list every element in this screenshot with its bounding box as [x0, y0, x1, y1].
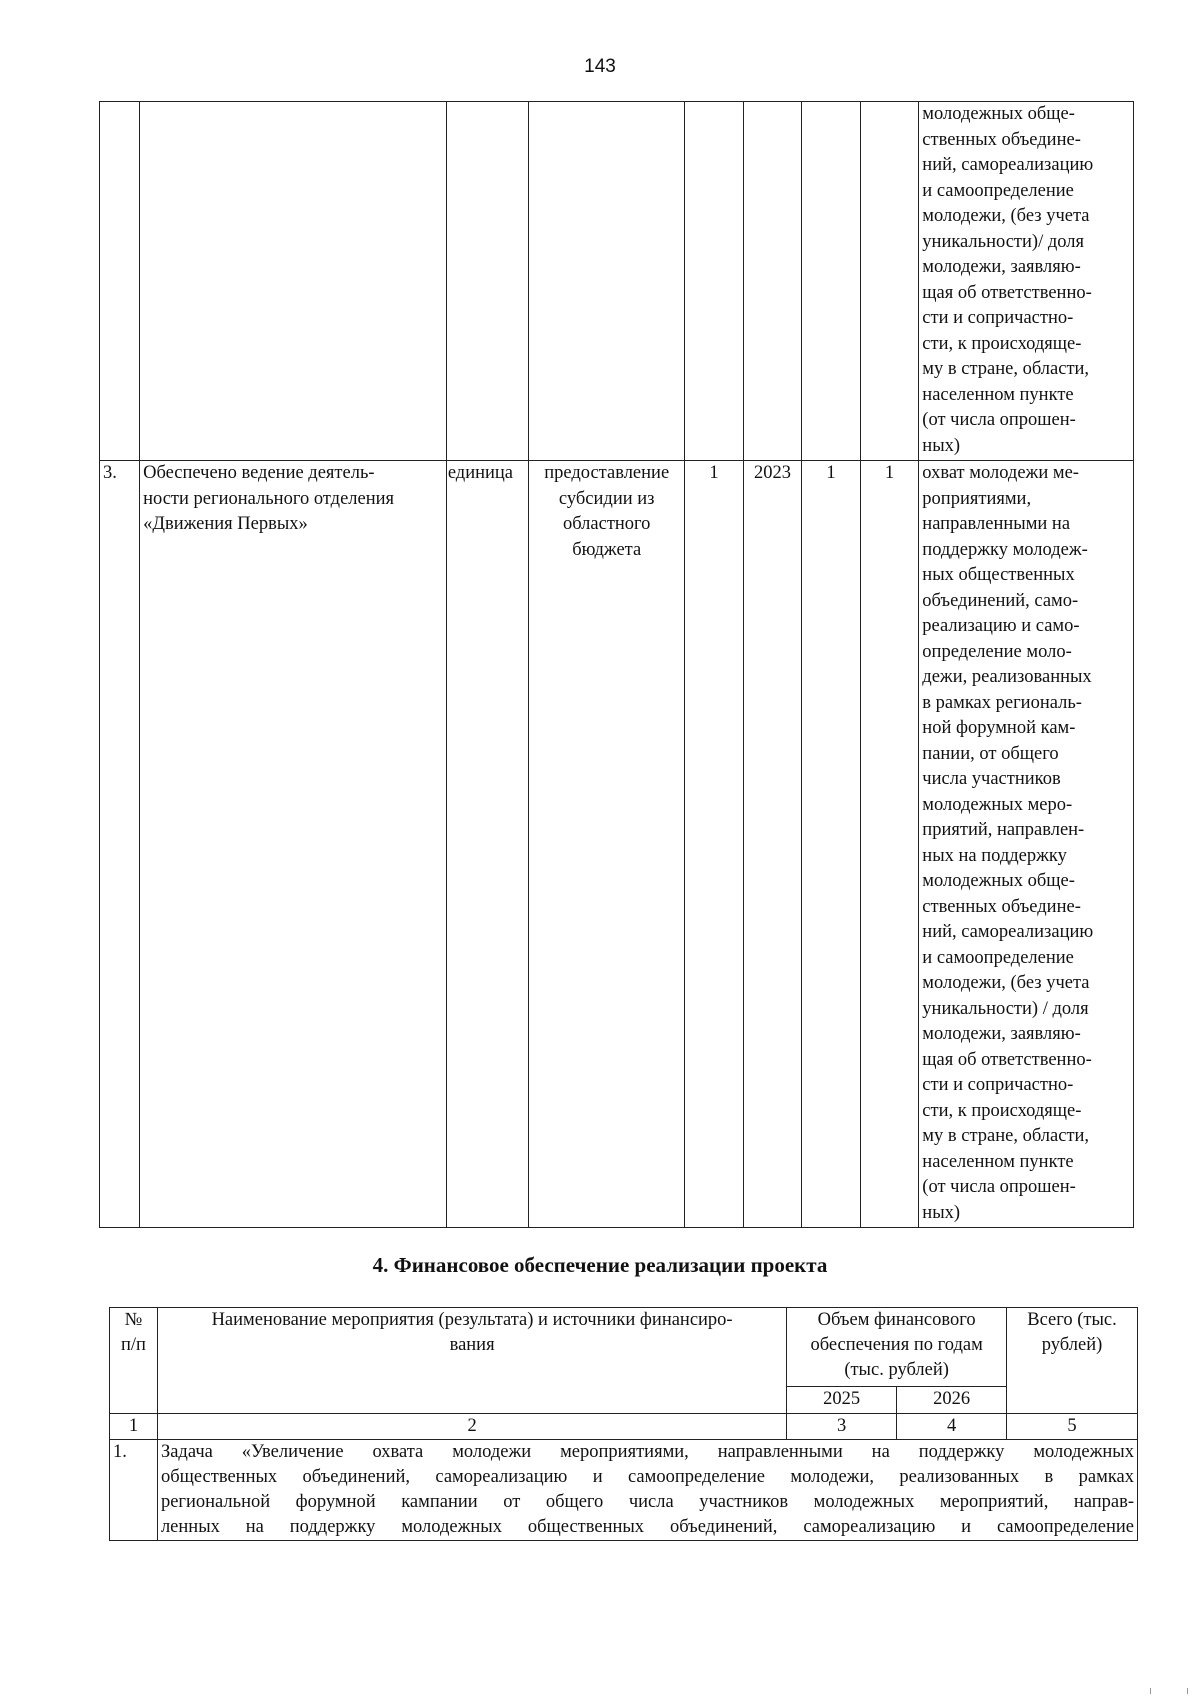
header-year-2026: 2026 [897, 1386, 1007, 1413]
cell-type [529, 102, 685, 461]
table-row-3 [100, 461, 1134, 1228]
task-line: региональной форумной кампании от общего числа участников молодежных мероприятий, направ- [160, 1492, 1134, 1512]
cell-base-year: 2023 [743, 461, 802, 1228]
col-number: 1 [110, 1414, 158, 1440]
cell-base-value: 1 [685, 461, 744, 1228]
cell-type: предоставление субсидии из областного бюджета [529, 461, 685, 1228]
cell-indicator: охват молодежи ме- роприятиями, направленными на поддержку молодеж- ных общественных объединений, само- реализацию и само- определение моло- дежи, реализованных в рамках региональ- ной форумной кам- пании, от общего числа участников молодежных меро- приятий, направлен- ных на поддержку молодежных обще- ственных объедине- ний, самореализацию и самоопределение молодежи, (без учета уникальности) / доля молодежи, заявляю- щая об ответственно- сти и сопричастно- сти, к происходяще- му в стране, области, населенном пункте (от числа опрошен- ных) [919, 461, 1134, 1228]
cell-result [140, 102, 447, 461]
page-number: 143 [584, 56, 616, 77]
cell-unit: единица [446, 461, 528, 1228]
header-row [110, 1308, 1138, 1387]
cell-result: Обеспечено ведение деятель- ности регионального отделения «Движения Первых» [140, 461, 447, 1228]
cell-num [100, 102, 140, 461]
task-line: общественных объединений, самореализацию и самоопределение молодежи, реализованных в рамках [160, 1467, 1134, 1487]
cell-2025 [802, 102, 861, 461]
task-line: Задача «Увеличение охвата молодежи мероприятиями, направленными на поддержку молодежных [160, 1442, 1134, 1462]
cell-base-year [743, 102, 802, 461]
task-row [110, 1440, 1138, 1541]
table-row-continuation [100, 102, 1134, 461]
cell-unit [446, 102, 528, 461]
cell-2026 [860, 102, 919, 461]
col-number: 3 [787, 1414, 897, 1440]
header-num: № п/п [110, 1308, 158, 1414]
cell-indicator: молодежных обще- ственных объедине- ний, самореализацию и самоопределение молодежи, (без учета уникальности)/ доля молодежи, заявляю- щая об ответственно- сти и сопричастно- сти, к происходяще- му в стране, области, населенном пункте (от числа опрошен- ных) [919, 102, 1134, 461]
header-name: Наименование мероприятия (результата) и источники финансиро- вания [157, 1308, 786, 1414]
col-number: 4 [897, 1414, 1007, 1440]
header-volume: Объем финансового обеспечения по годам (тыс. рублей) [787, 1308, 1007, 1387]
cell-base-value [685, 102, 744, 461]
scan-mark [1150, 1688, 1188, 1694]
cell-2026: 1 [860, 461, 919, 1228]
col-number: 2 [157, 1414, 786, 1440]
section-heading: 4. Финансовое обеспечение реализации проекта [372, 1253, 828, 1277]
header-total: Всего (тыс. рублей) [1007, 1308, 1138, 1414]
col-number: 5 [1007, 1414, 1138, 1440]
finance-table [109, 1307, 1138, 1541]
header-year-2025: 2025 [787, 1386, 897, 1413]
task-line: ленных на поддержку молодежных общественных объединений, самореализацию и самоопределение [160, 1517, 1134, 1537]
task-text [157, 1440, 1137, 1541]
column-numbers-row [110, 1414, 1138, 1440]
cell-num: 3. [100, 461, 140, 1228]
results-table [99, 101, 1134, 1228]
cell-2025: 1 [802, 461, 861, 1228]
task-num: 1. [110, 1440, 158, 1541]
